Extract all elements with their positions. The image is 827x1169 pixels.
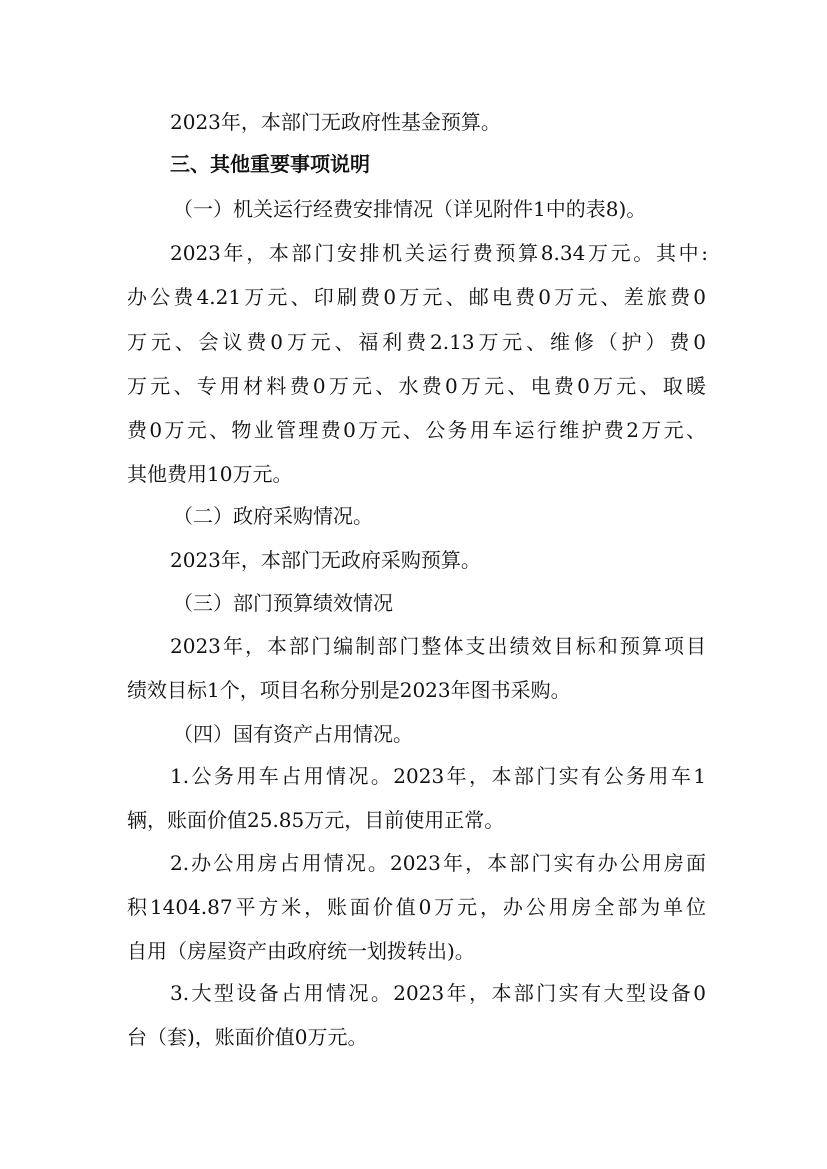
paragraph-line: 台（套)，账面价值0万元。 [127,1025,368,1049]
subsection-heading: （二）政府采购情况。 [173,504,373,528]
paragraph-line: 万元、会议费0万元、福利费2.13万元、维修（护）费0 [127,330,706,354]
paragraph-line: 自用（房屋资产由政府统一划拨转出)。 [127,939,475,963]
subsection-heading: （四）国有资产占用情况。 [173,722,413,746]
section-heading: 三、其他重要事项说明 [170,152,370,176]
paragraph-line: 万元、专用材料费0万元、水费0万元、电费0万元、取暖 [127,374,706,398]
paragraph-line: 2023年，本部门无政府采购预算。 [170,548,481,572]
paragraph-line: 办公费4.21万元、印刷费0万元、邮电费0万元、差旅费0 [127,285,706,309]
paragraph-line: 积1404.87平方米，账面价值0万元，办公用房全部为单位 [127,895,706,919]
paragraph-line: 2023年，本部门安排机关运行费预算8.34万元。其中: [170,241,708,265]
paragraph-line: 辆，账面价值25.85万元，目前使用正常。 [127,808,505,832]
paragraph-line: 2.办公用房占用情况。2023年，本部门实有办公用房面 [170,851,706,875]
paragraph-line: 绩效目标1个，项目名称分别是2023年图书采购。 [127,678,571,702]
subsection-heading: （一）机关运行经费安排情况（详见附件1中的表8)。 [173,197,647,221]
subsection-heading: （三）部门预算绩效情况 [173,591,393,615]
paragraph-line: 其他费用10万元。 [127,462,293,486]
paragraph-line: 1.公务用车占用情况。2023年，本部门实有公务用车1 [170,764,706,788]
paragraph-line: 2023年，本部门无政府性基金预算。 [170,110,501,134]
paragraph-line: 费0万元、物业管理费0万元、公务用车运行维护费2万元、 [127,418,706,442]
paragraph-line: 3.大型设备占用情况。2023年，本部门实有大型设备0 [170,981,706,1005]
paragraph-line: 2023年，本部门编制部门整体支出绩效目标和预算项目 [170,634,706,658]
